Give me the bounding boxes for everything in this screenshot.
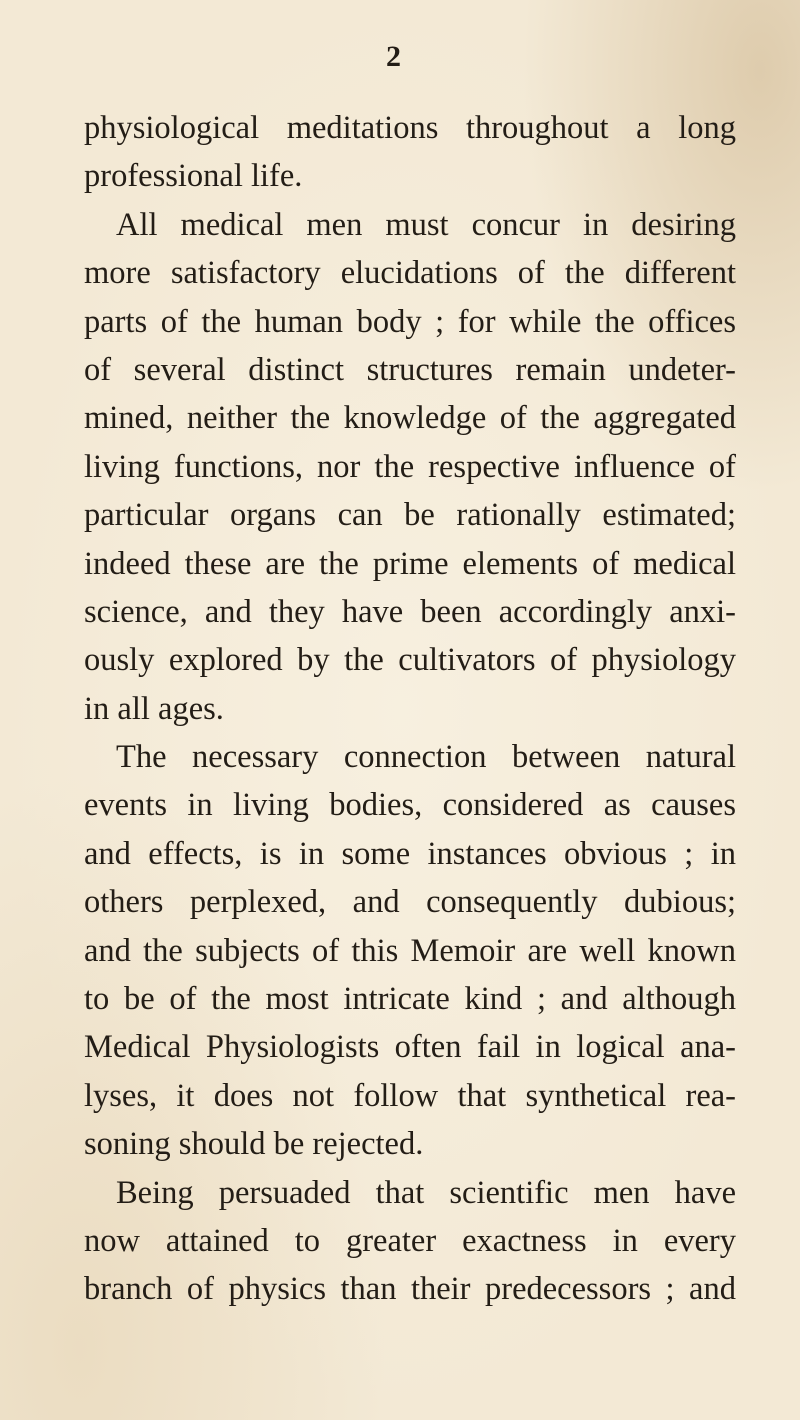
text-line: ously explored by the cultivators of physiology xyxy=(84,642,736,679)
text-line: soning should be rejected. xyxy=(84,1126,424,1163)
text-line: The necessary connection between natural xyxy=(116,739,736,776)
text-line: to be of the most intricate kind ; and although xyxy=(84,981,736,1018)
page-number: 2 xyxy=(386,40,402,73)
text-line: of several distinct structures remain undeter- xyxy=(84,351,736,388)
text-line: science, and they have been accordingly anxi- xyxy=(84,593,736,630)
text-line: indeed these are the prime elements of medical xyxy=(84,545,736,582)
paragraph-4 xyxy=(84,1169,736,1314)
text-line: living functions, nor the respective influence of xyxy=(84,448,736,485)
text-line: events in living bodies, considered as causes xyxy=(84,787,736,824)
text-line: Being persuaded that scientific men have xyxy=(116,1174,736,1211)
text-line: more satisfactory elucidations of the different xyxy=(84,255,736,292)
text-line: parts of the human body ; for while the offices xyxy=(84,303,736,340)
text-line: others perplexed, and consequently dubious; xyxy=(84,884,736,921)
text-line: particular organs can be rationally estimated; xyxy=(84,497,736,534)
text-line: mined, neither the knowledge of the aggregated xyxy=(84,400,736,437)
text-line: and effects, is in some instances obvious ; in xyxy=(84,835,736,872)
paragraph-2 xyxy=(84,201,736,733)
text-line: lyses, it does not follow that synthetical rea- xyxy=(84,1077,736,1114)
text-line: now attained to greater exactness in every xyxy=(84,1222,736,1259)
text-line: branch of physics than their predecessors ; and xyxy=(84,1271,736,1308)
text-line: Medical Physiologists often fail in logical ana- xyxy=(84,1029,736,1066)
paragraph-1 xyxy=(84,104,736,201)
text-line: physiological meditations throughout a long xyxy=(84,110,736,146)
text-line: and the subjects of this Memoir are well known xyxy=(84,932,736,969)
paragraph-3 xyxy=(84,733,736,1169)
text-line: professional life. xyxy=(84,158,303,195)
text-line: All medical men must concur in desiring xyxy=(116,206,736,243)
text-line: in all ages. xyxy=(84,690,224,727)
body-text xyxy=(84,104,736,1314)
